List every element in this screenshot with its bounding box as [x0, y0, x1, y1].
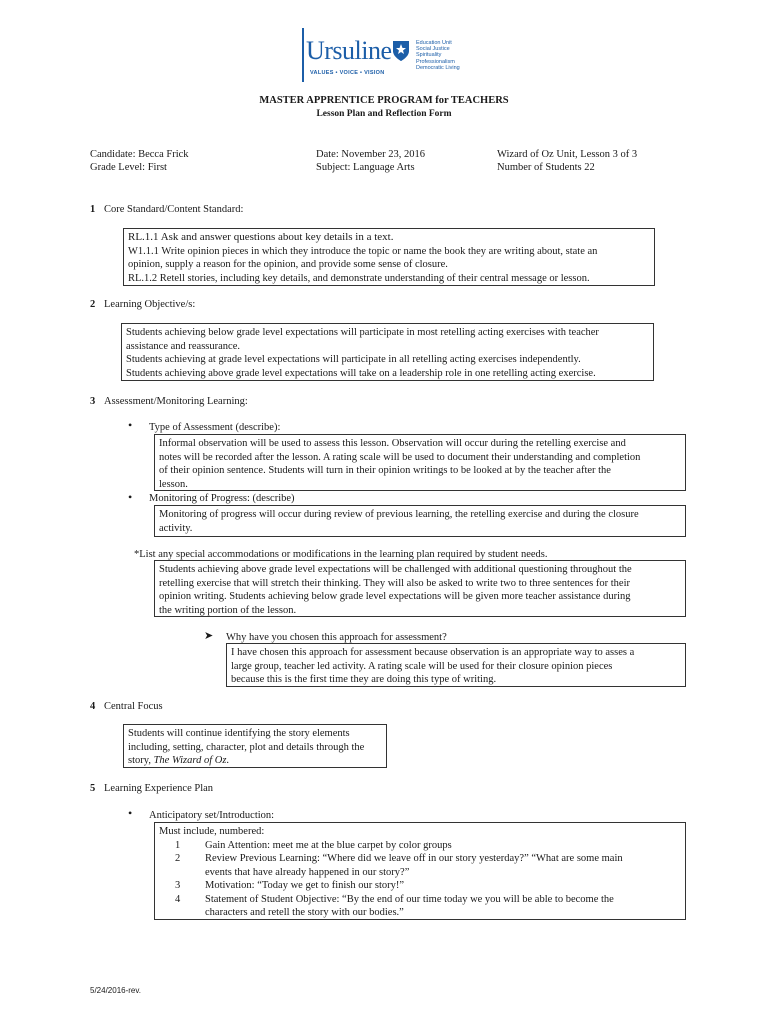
objective-line: Students achieving at grade level expectations will participate in all retelling acting exercises independently.: [126, 354, 581, 365]
why-approach-box: [226, 643, 686, 687]
arrow-bullet-icon: ➤: [204, 630, 214, 642]
list-item: [159, 839, 681, 853]
bullet-icon: •: [128, 490, 133, 504]
section-label: Learning Objective/s:: [104, 299, 196, 310]
why-line: large group, teacher led activity. A rating scale will be used for their closure opinion pieces: [231, 660, 613, 672]
learning-objective-box: [121, 323, 654, 381]
assessment-line: notes will be recorded after the lesson. A rating scale will be used to document their understanding and completion: [159, 451, 641, 463]
assessment-line: of their opinion sentence. Students will turn in their opinion writings to be looked at by the teacher after the: [159, 465, 611, 476]
section-1-heading: [90, 203, 243, 216]
item-number: 4: [175, 893, 181, 905]
shield-icon: [392, 40, 410, 62]
standard-line: opinion, supply a reason for the opinion, and provide some sense of closure.: [128, 259, 448, 270]
logo-wordmark: Ursuline: [306, 36, 392, 65]
student-count-field: Number of Students 22: [497, 162, 595, 173]
assessment-line: lesson.: [159, 478, 188, 490]
item-text: Gain Attention: meet me at the blue carpet by color groups: [205, 839, 452, 851]
focus-line-prefix: story,: [128, 755, 151, 766]
item-number: 3: [175, 880, 181, 891]
bullet-icon: •: [128, 806, 133, 820]
section-4-heading: [90, 700, 163, 713]
standard-line: RL.1.2 Retell stories, including key details, and demonstrate understanding of their central message or lesson.: [128, 272, 590, 284]
list-item: [159, 893, 681, 907]
section-label: Assessment/Monitoring Learning:: [104, 396, 248, 407]
item-number: 1: [175, 839, 181, 851]
logo-rule: [302, 28, 304, 82]
item-text: characters and retell the story with our bodies.”: [205, 907, 404, 918]
date-field: Date: November 23, 2016: [316, 149, 426, 160]
anticipatory-set-label: Anticipatory set/Introduction:: [149, 810, 275, 821]
item-text: events that have already happened in our story?”: [205, 866, 410, 878]
logo-value: Spirituality: [416, 52, 442, 59]
document-subtitle: Lesson Plan and Reflection Form: [316, 109, 452, 119]
why-line: because this is the first time they are doing this type of writing.: [231, 674, 497, 685]
monitoring-box: [154, 505, 686, 537]
objective-line: Students achieving below grade level expectations will participate in most retelling acting exercises with teacher: [126, 327, 599, 338]
central-focus-box: [123, 724, 387, 768]
section-number: 1: [90, 204, 96, 215]
accommodations-box: [154, 560, 686, 617]
focus-line: including, setting, character, plot and details through the: [128, 741, 365, 753]
section-number: 2: [90, 299, 96, 310]
logo-value: Professionalism: [416, 58, 455, 65]
objective-line: Students achieving above grade level expectations will take on a leadership role in one retelling acting exercise.: [126, 367, 596, 379]
unit-field: Wizard of Oz Unit, Lesson 3 of 3: [497, 149, 638, 160]
core-standard-box: [123, 228, 655, 286]
monitoring-line: Monitoring of progress will occur during review of previous learning, the retelling exercise and during the closure: [159, 509, 639, 520]
monitoring-line: activity.: [159, 522, 193, 534]
subject-field: Subject: Language Arts: [316, 162, 415, 173]
logo-tagline: VALUES • VOICE • VISION: [310, 70, 385, 76]
grade-level-field: Grade Level: First: [90, 162, 167, 173]
intro-line: Must include, numbered:: [159, 826, 265, 837]
accommodation-line: Students achieving above grade level expectations will be challenged with additional questioning throughout the: [159, 564, 632, 575]
section-number: 5: [90, 783, 96, 794]
logo-value: Education Unit: [416, 40, 452, 46]
item-text: Motivation: “Today we get to finish our story!”: [205, 880, 405, 891]
revision-footer: 5/24/2016-rev.: [90, 986, 141, 995]
section-label: Learning Experience Plan: [104, 783, 214, 794]
standard-line: W1.1.1 Write opinion pieces in which they introduce the topic or name the book they are writing about, state an: [128, 245, 598, 257]
item-number: 2: [175, 853, 181, 864]
logo-value: Social Justice: [416, 46, 450, 53]
logo-values: [416, 40, 460, 71]
assessment-type-label: Type of Assessment (describe):: [149, 422, 281, 433]
section-number: 3: [90, 396, 96, 407]
candidate-field: Candidate: Becca Frick: [90, 149, 189, 160]
objective-line: assistance and reassurance.: [126, 340, 240, 352]
focus-line: [128, 754, 382, 768]
document-title: MASTER APPRENTICE PROGRAM for TEACHERS: [259, 95, 509, 106]
list-item-continuation: [159, 866, 681, 880]
why-approach-label: Why have you chosen this approach for assessment?: [226, 632, 447, 643]
section-5-heading: [90, 782, 213, 795]
standard-line: RL.1.1 Ask and answer questions about key details in a text.: [128, 231, 394, 243]
accommodation-line: opinion writing. Students achieving below grade level expectations will be given more teacher assistance during: [159, 591, 631, 602]
list-item: [159, 852, 681, 866]
accommodation-line: retelling exercise that will stretch their thinking. They will also be asked to write two to three sentences for their: [159, 577, 630, 589]
focus-line-suffix: .: [226, 755, 230, 766]
bullet-icon: •: [128, 418, 133, 432]
section-2-heading: [90, 298, 195, 311]
section-label: Central Focus: [104, 701, 163, 712]
accommodation-line: the writing portion of the lesson.: [159, 604, 297, 616]
anticipatory-set-box: [154, 822, 686, 920]
assessment-line: Informal observation will be used to assess this lesson. Observation will occur during the retelling exercise and: [159, 438, 626, 449]
assessment-type-box: [154, 434, 686, 491]
list-item: [159, 879, 681, 893]
book-title: The Wizard of Oz: [153, 755, 227, 766]
list-item-continuation: [159, 906, 681, 920]
focus-line: Students will continue identifying the story elements: [128, 728, 350, 739]
monitoring-label: Monitoring of Progress: (describe): [149, 493, 295, 504]
item-text: Statement of Student Objective: “By the end of our time today we you will be able to become the: [205, 893, 614, 905]
section-3-heading: [90, 395, 248, 408]
accommodations-label: *List any special accommodations or modifications in the learning plan required by student needs.: [134, 549, 548, 560]
logo-value: Democratic Living: [416, 64, 460, 71]
why-line: I have chosen this approach for assessment because observation is an appropriate way to asses a: [231, 647, 635, 658]
section-number: 4: [90, 701, 96, 712]
ursuline-logo: [302, 28, 480, 84]
item-text: Review Previous Learning: “Where did we leave off in our story yesterday?” “What are some main: [205, 853, 623, 864]
section-label: Core Standard/Content Standard:: [104, 204, 244, 215]
